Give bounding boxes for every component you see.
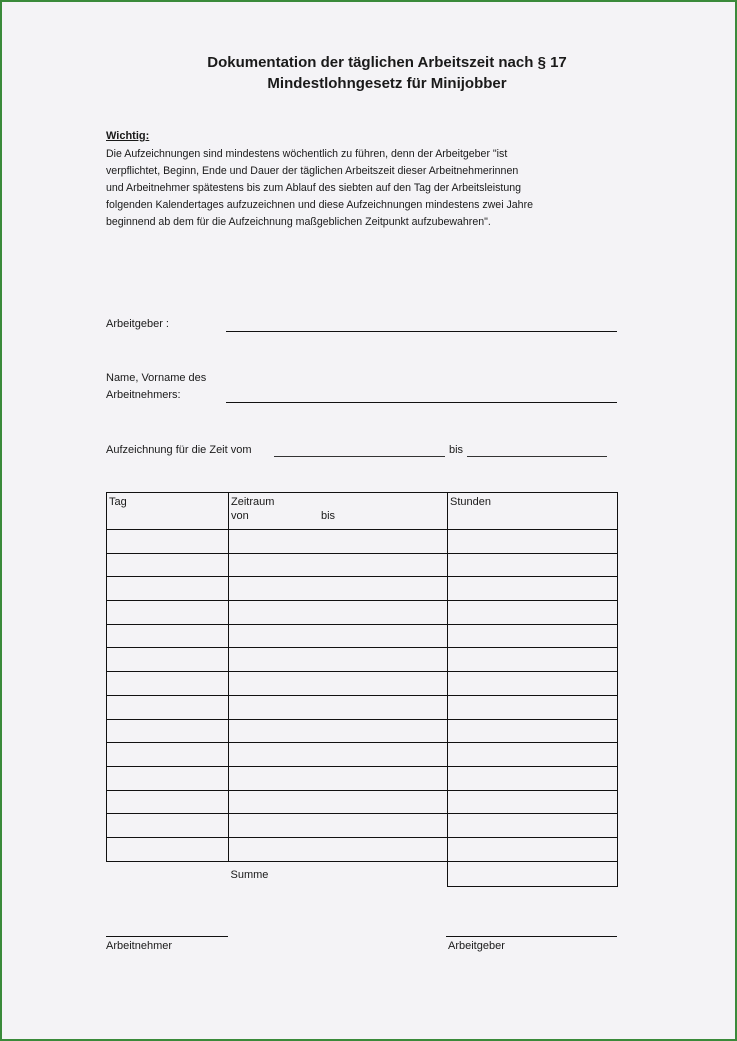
table-row (107, 766, 618, 790)
note-line: Die Aufzeichnungen sind mindestens wöchentlich zu führen, denn der Arbeitgeber "ist (106, 148, 508, 160)
header-period-label: Zeitraum (231, 496, 275, 508)
cell-hours[interactable] (448, 814, 618, 838)
header-from: von (231, 510, 249, 522)
table-row (107, 530, 618, 554)
table-row (107, 601, 618, 625)
cell-period[interactable] (229, 553, 448, 577)
table-row (107, 695, 618, 719)
employee-signature-line[interactable] (106, 936, 228, 937)
cell-hours[interactable] (448, 672, 618, 696)
cell-day[interactable] (107, 790, 229, 814)
cell-period[interactable] (229, 837, 448, 861)
employer-signature-line[interactable] (446, 936, 617, 937)
cell-day[interactable] (107, 672, 229, 696)
cell-hours[interactable] (448, 837, 618, 861)
note-line: verpflichtet, Beginn, Ende und Dauer der täglichen Arbeitszeit dieser Arbeitnehmerinnen (106, 165, 519, 177)
cell-hours[interactable] (448, 695, 618, 719)
cell-period[interactable] (229, 601, 448, 625)
employee-name-field-line[interactable] (226, 402, 617, 403)
document-title (152, 52, 622, 94)
cell-period[interactable] (229, 624, 448, 648)
sum-label: Summe (229, 861, 448, 886)
cell-period[interactable] (229, 695, 448, 719)
header-hours: Stunden (448, 493, 618, 530)
employer-field-line[interactable] (226, 331, 617, 332)
table-row (107, 672, 618, 696)
cell-period[interactable] (229, 719, 448, 743)
cell-day[interactable] (107, 695, 229, 719)
cell-day[interactable] (107, 743, 229, 767)
sum-hours-cell[interactable] (448, 861, 618, 886)
table-row (107, 648, 618, 672)
cell-period[interactable] (229, 814, 448, 838)
table-row (107, 577, 618, 601)
note-line: beginnend ab dem für die Aufzeichnung maßgeblichen Zeitpunkt aufzubewahren". (106, 216, 491, 228)
cell-period[interactable] (229, 743, 448, 767)
employee-name-label (106, 370, 206, 404)
period-label: Aufzeichnung für die Zeit vom (106, 444, 252, 456)
cell-day[interactable] (107, 624, 229, 648)
period-until-label: bis (449, 444, 464, 456)
table-row (107, 624, 618, 648)
period-to-field-line[interactable] (467, 456, 607, 457)
cell-period[interactable] (229, 672, 448, 696)
table-row (107, 719, 618, 743)
table-row (107, 814, 618, 838)
cell-day[interactable] (107, 814, 229, 838)
cell-period[interactable] (229, 790, 448, 814)
cell-day[interactable] (107, 766, 229, 790)
cell-day[interactable] (107, 648, 229, 672)
employee-name-label-line-2: Arbeitnehmers: (106, 389, 181, 401)
table-header-row (107, 493, 618, 530)
note-line: und Arbeitnehmer spätestens bis zum Ablauf des siebten auf den Tag der Arbeitsleistung (106, 182, 521, 194)
sum-row (107, 861, 618, 886)
employer-signature-label: Arbeitgeber (448, 940, 505, 952)
sum-blank-cell (107, 861, 229, 886)
time-table (106, 492, 618, 887)
cell-day[interactable] (107, 553, 229, 577)
table-row (107, 790, 618, 814)
cell-period[interactable] (229, 530, 448, 554)
cell-hours[interactable] (448, 719, 618, 743)
cell-hours[interactable] (448, 553, 618, 577)
cell-hours[interactable] (448, 743, 618, 767)
table-row (107, 837, 618, 861)
cell-hours[interactable] (448, 790, 618, 814)
cell-period[interactable] (229, 766, 448, 790)
table-row (107, 553, 618, 577)
title-line-1: Dokumentation der täglichen Arbeitszeit nach § 17 (207, 54, 567, 71)
header-from-to (231, 509, 445, 523)
cell-period[interactable] (229, 577, 448, 601)
cell-hours[interactable] (448, 530, 618, 554)
header-to: bis (321, 510, 336, 522)
employee-name-label-line-1: Name, Vorname des (106, 372, 207, 384)
note-line: folgenden Kalendertages aufzuzeichnen und diese Aufzeichnungen mindestens zwei Jahre (106, 199, 533, 211)
cell-day[interactable] (107, 837, 229, 861)
cell-day[interactable] (107, 577, 229, 601)
employer-label: Arbeitgeber : (106, 318, 169, 330)
cell-hours[interactable] (448, 766, 618, 790)
cell-period[interactable] (229, 648, 448, 672)
cell-hours[interactable] (448, 601, 618, 625)
cell-day[interactable] (107, 530, 229, 554)
employee-signature-label: Arbeitnehmer (106, 940, 173, 952)
cell-hours[interactable] (448, 648, 618, 672)
cell-hours[interactable] (448, 577, 618, 601)
header-day: Tag (107, 493, 229, 530)
note-heading: Wichtig: (106, 130, 150, 142)
cell-hours[interactable] (448, 624, 618, 648)
cell-day[interactable] (107, 719, 229, 743)
note-body (106, 146, 626, 231)
period-from-field-line[interactable] (274, 456, 445, 457)
header-period (229, 493, 448, 530)
title-line-2: Mindestlohngesetz für Minijobber (267, 75, 507, 92)
cell-day[interactable] (107, 601, 229, 625)
table-row (107, 743, 618, 767)
document-page (2, 2, 735, 1039)
